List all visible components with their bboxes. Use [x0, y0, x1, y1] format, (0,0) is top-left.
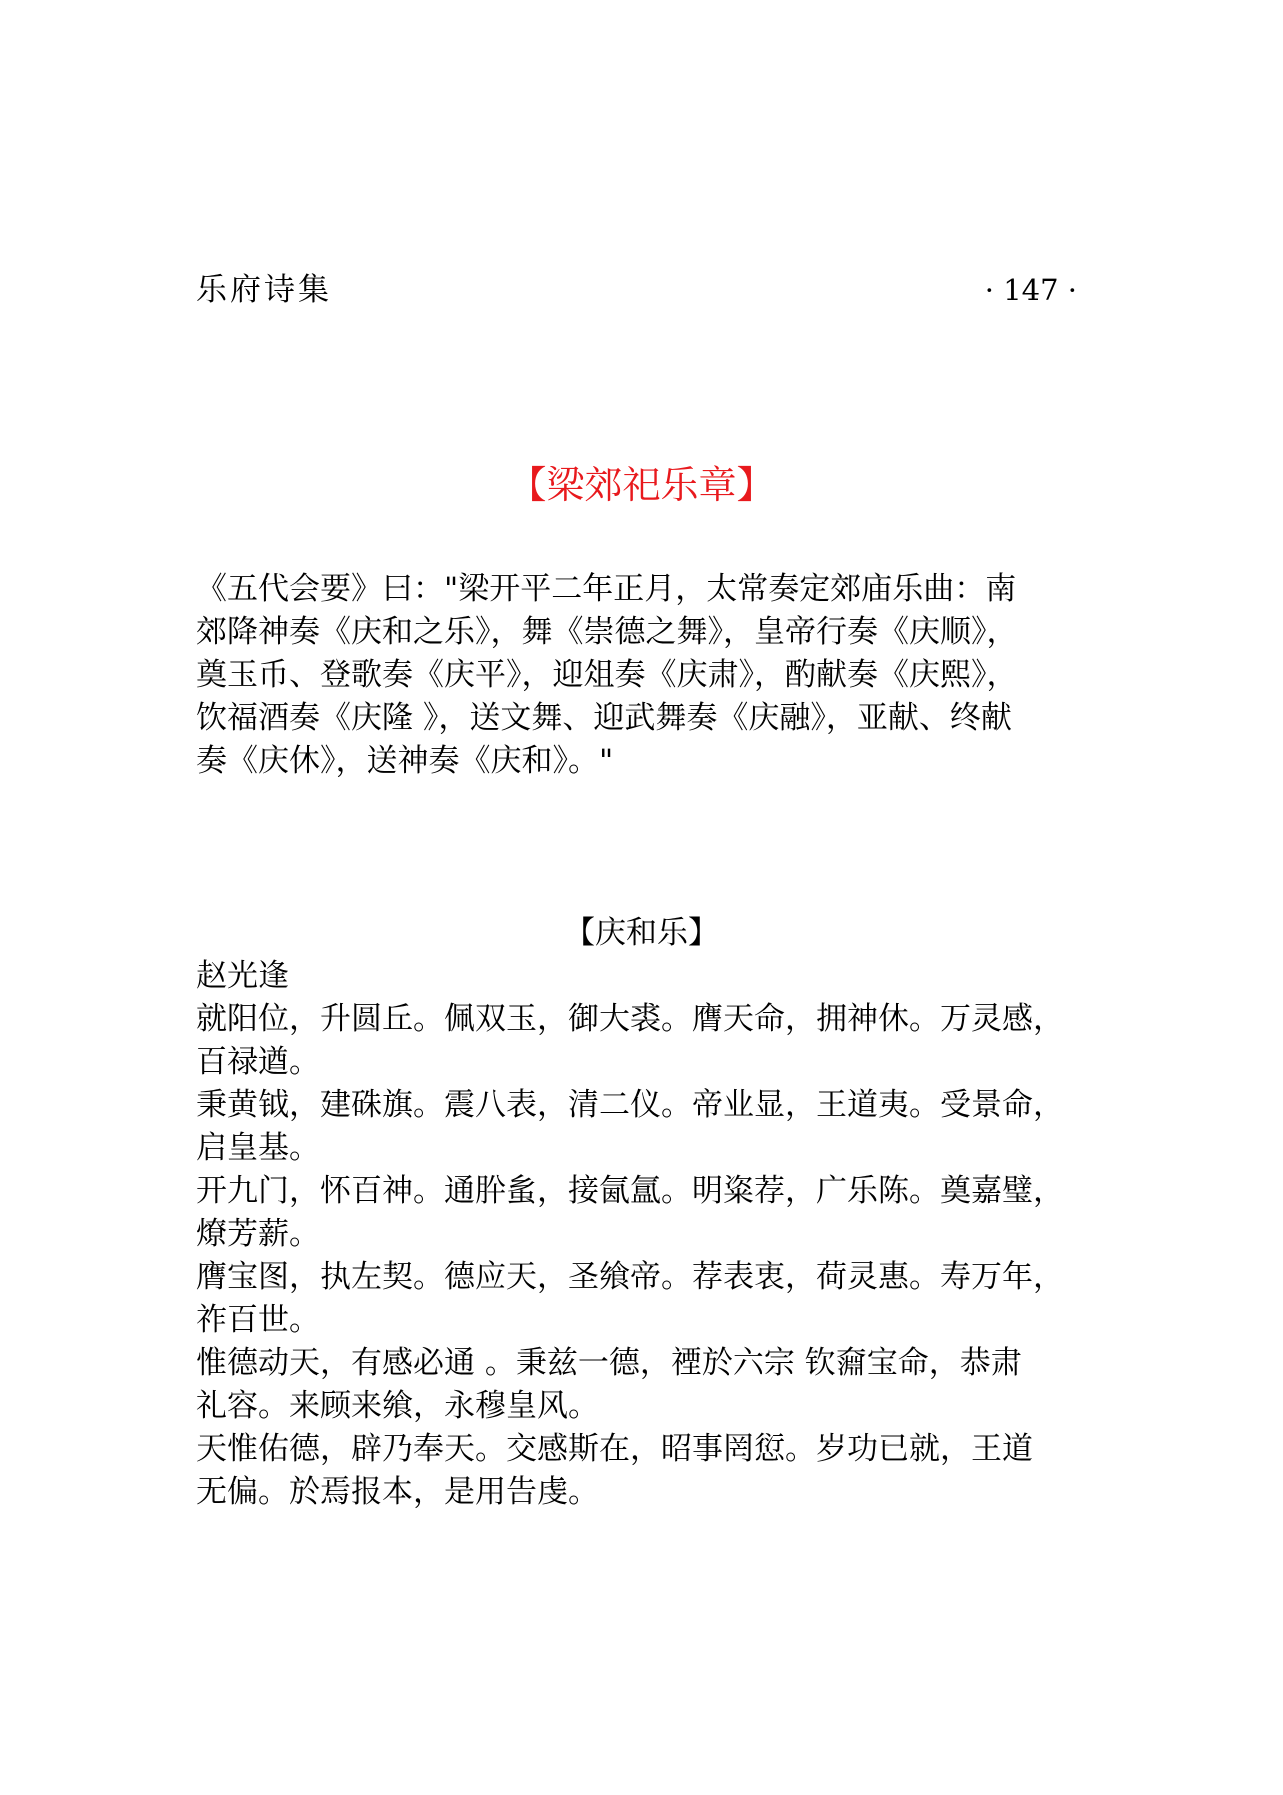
poem-title: 【庆和乐】 — [564, 915, 719, 951]
poem-line: 就阳位，升圆丘。佩双玉，御大裘。膺天命，拥神休。万灵感， — [196, 1001, 1064, 1037]
poem-body — [196, 998, 1116, 1514]
poem-line: 启皇基。 — [196, 1130, 320, 1166]
intro-line: 奠玉币、登歌奏《庆平》，迎俎奏《庆肃》，酌献奏《庆熙》， — [196, 657, 1018, 693]
intro-paragraph — [196, 568, 1096, 783]
poem-line: 天惟佑德，辟乃奉天。交感斯在，昭事罔愆。岁功已就，王道 — [196, 1431, 1033, 1467]
intro-line: 奏《庆休》，送神奏《庆和》。" — [196, 743, 614, 779]
intro-line: 饮福酒奏《庆隆 》，送文舞、迎武舞奏《庆融》，亚献、终献 — [196, 700, 1012, 736]
page-number: · 147 · — [984, 273, 1077, 307]
poem-line: 膺宝图，执左契。德应天，圣飨帝。荐表衷，荷灵惠。寿万年， — [196, 1259, 1064, 1295]
poem-line: 无偏。於焉报本，是用告虔。 — [196, 1474, 599, 1510]
poem-line: 燎芳薪。 — [196, 1216, 320, 1252]
poem-line: 开九门，怀百神。通肸蚃，接氤氲。明粢荐，广乐陈。奠嘉璧， — [196, 1173, 1064, 1209]
poem-line: 惟德动天，有感必通 。秉兹一德，禋於六宗 钦奫宝命，恭肃 — [196, 1345, 1022, 1381]
poem-author: 赵光逢 — [196, 958, 289, 994]
poem-line: 祚百世。 — [196, 1302, 320, 1338]
intro-line: 郊降神奏《庆和之乐》，舞《崇德之舞》，皇帝行奏《庆顺》， — [196, 614, 1018, 650]
section-title: 【梁郊祀乐章】 — [508, 463, 775, 507]
poem-line: 礼容。来顾来飨，永穆皇风。 — [196, 1388, 599, 1424]
intro-line: 《五代会要》曰："梁开平二年正月，太常奏定郊庙乐曲：南 — [196, 571, 1017, 607]
poem-line: 秉黄钺，建硃旗。震八表，清二仪。帝业显，王道夷。受景命， — [196, 1087, 1064, 1123]
running-header-title: 乐府诗集 — [196, 272, 332, 308]
poem-line: 百禄遒。 — [196, 1044, 320, 1080]
